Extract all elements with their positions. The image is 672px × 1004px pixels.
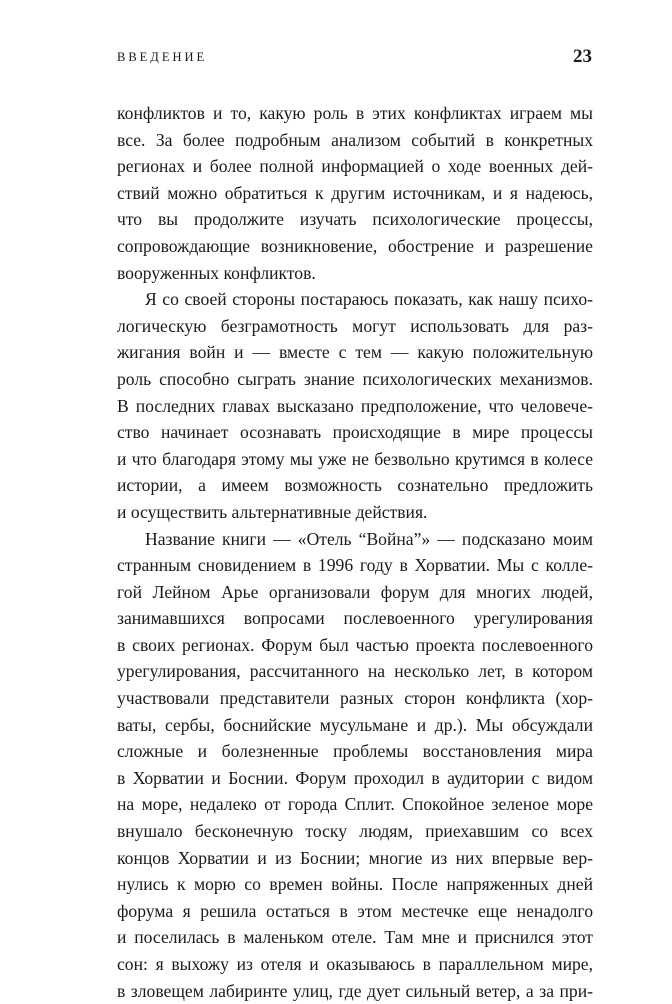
paragraph bbox=[117, 526, 593, 1004]
text-line: регионах и более полной информацией о ходе военных дей- bbox=[117, 153, 593, 180]
text-line: сопровождающие возникновение, обострение и разрешение bbox=[117, 233, 593, 260]
text-line: и осуществить альтернативные действия. bbox=[117, 499, 593, 526]
text-line: истории, а имеем возможность сознательно предложить bbox=[117, 472, 593, 499]
text-line: логическую безграмотность могут использовать для раз- bbox=[117, 313, 593, 340]
text-line: урегулирования, рассчитанного на несколько лет, в котором bbox=[117, 658, 593, 685]
text-line: ваты, сербы, боснийские мусульмане и др.). Мы обсуждали bbox=[117, 712, 593, 739]
text-line: концов Хорватии и из Боснии; многие из них впервые вер- bbox=[117, 845, 593, 872]
text-line: сложные и болезненные проблемы восстановления мира bbox=[117, 738, 593, 765]
text-line: внушало бесконечную тоску людям, приехавшим со всех bbox=[117, 818, 593, 845]
page-number: 23 bbox=[573, 46, 592, 68]
text-line: все. За более подробным анализом событий в конкретных bbox=[117, 127, 593, 154]
text-line: Название книги — «Отель “Война”» — подсказано моим bbox=[117, 526, 593, 553]
text-line: Я со своей стороны постараюсь показать, как нашу психо- bbox=[117, 286, 593, 313]
text-line: участвовали представители разных сторон конфликта (хор- bbox=[117, 685, 593, 712]
text-line: сон: я выхожу из отеля и оказываюсь в параллельном мире, bbox=[117, 951, 593, 978]
paragraph bbox=[117, 100, 593, 286]
text-line: жигания войн и — вместе с тем — какую положительную bbox=[117, 339, 593, 366]
text-line: что вы продолжите изучать психологические процессы, bbox=[117, 206, 593, 233]
text-line: форума я решила остаться в этом местечке еще ненадолго bbox=[117, 898, 593, 925]
text-line: на море, недалеко от города Сплит. Спокойное зеленое море bbox=[117, 791, 593, 818]
body-text bbox=[117, 100, 593, 1004]
text-line: нулись к морю со времен войны. После напряженных дней bbox=[117, 871, 593, 898]
running-head bbox=[117, 50, 592, 74]
text-line: странным сновидением в 1996 году в Хорватии. Мы с колле- bbox=[117, 552, 593, 579]
section-title: ВВЕДЕНИЕ bbox=[117, 50, 207, 65]
text-line: в Хорватии и Боснии. Форум проходил в аудитории с видом bbox=[117, 765, 593, 792]
text-line: роль способно сыграть знание психологических механизмов. bbox=[117, 366, 593, 393]
text-line: В последних главах высказано предположение, что человече- bbox=[117, 393, 593, 420]
text-line: и что благодаря этому мы уже не безвольно крутимся в колесе bbox=[117, 446, 593, 473]
text-line: в зловещем лабиринте улиц, где дует сильный ветер, а за при- bbox=[117, 978, 593, 1004]
text-line: занимавшихся вопросами послевоенного урегулирования bbox=[117, 605, 593, 632]
text-line: гой Лейном Арье организовали форум для многих людей, bbox=[117, 579, 593, 606]
text-line: ство начинает осознавать происходящие в мире процессы bbox=[117, 419, 593, 446]
paragraph bbox=[117, 286, 593, 525]
text-line: ствий можно обратиться к другим источникам, и я надеюсь, bbox=[117, 180, 593, 207]
text-line: конфликтов и то, какую роль в этих конфликтах играем мы bbox=[117, 100, 593, 127]
text-line: вооруженных конфликтов. bbox=[117, 260, 593, 287]
text-line: и поселилась в маленьком отеле. Там мне и приснился этот bbox=[117, 924, 593, 951]
text-line: в своих регионах. Форум был частью проекта послевоенного bbox=[117, 632, 593, 659]
